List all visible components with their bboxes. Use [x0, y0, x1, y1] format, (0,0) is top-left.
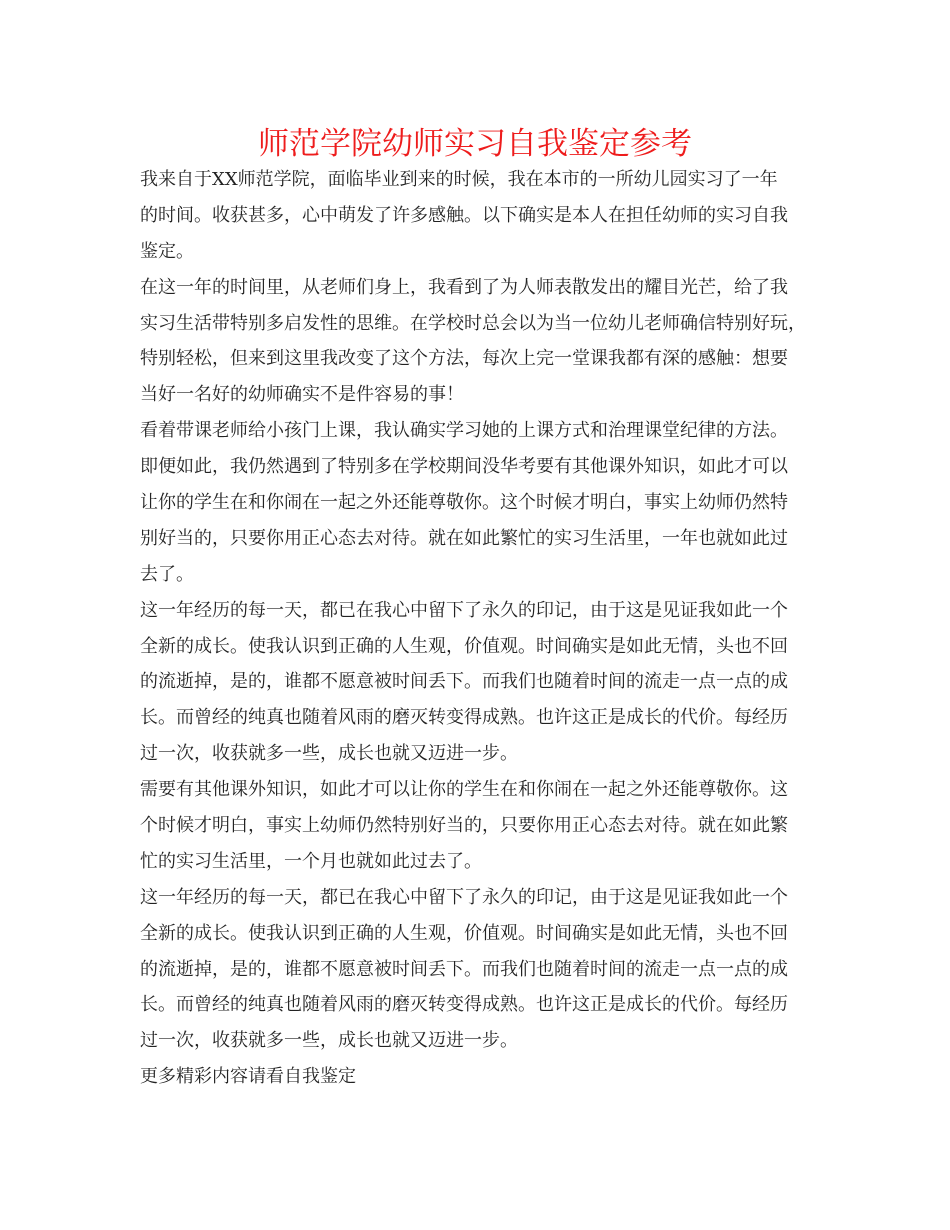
text-line: 长。而曾经的纯真也随着风雨的磨灭转变得成熟。也许这正是成长的代价。每经历 — [140, 994, 788, 1016]
text-line: 的流逝掉，是的，谁都不愿意被时间丢下。而我们也随着时间的流走一点一点的成 — [140, 671, 788, 693]
paragraph-intro — [140, 162, 810, 270]
text-line: 忙的实习生活里，一个月也就如此过去了。 — [140, 850, 482, 872]
paragraph-classroom-experience — [140, 413, 810, 592]
text-line: 全新的成长。使我认识到正确的人生观，价值观。时间确实是如此无情，头也不回 — [140, 922, 788, 944]
text-line: 特别轻松，但来到这里我改变了这个方法，每次上完一堂课我都有深的感触：想要 — [140, 348, 788, 370]
text-line: 个时候才明白，事实上幼师仍然特别好当的，只要你用正心态去对待。就在如此繁 — [140, 815, 788, 837]
text-line: 让你的学生在和你闹在一起之外还能尊敬你。这个时候才明白，事实上幼师仍然特 — [140, 492, 788, 514]
text-line: 在这一年的时间里，从老师们身上，我看到了为人师表散发出的耀目光芒，给了我 — [140, 276, 788, 298]
paragraph-extra-knowledge — [140, 772, 810, 880]
paragraph-more-content — [140, 1059, 810, 1095]
text-line: 当好一名好的幼师确实不是件容易的事！ — [140, 384, 464, 406]
text-line: 过一次，收获就多一些，成长也就又迈进一步。 — [140, 743, 518, 765]
text-line: 这一年经历的每一天，都已在我心中留下了永久的印记，由于这是见证我如此一个 — [140, 886, 788, 908]
text-line: 别好当的，只要你用正心态去对待。就在如此繁忙的实习生活里，一年也就如此过 — [140, 527, 788, 549]
text-line: 的流逝掉，是的，谁都不愿意被时间丢下。而我们也随着时间的流走一点一点的成 — [140, 958, 788, 980]
text-line: 需要有其他课外知识，如此才可以让你的学生在和你闹在一起之外还能尊敬你。这 — [140, 779, 788, 801]
text-line: 更多精彩内容请看自我鉴定 — [140, 1066, 356, 1088]
text-line: 这一年经历的每一天，都已在我心中留下了永久的印记，由于这是见证我如此一个 — [140, 599, 788, 621]
text-line: 去了。 — [140, 563, 194, 585]
document-body — [140, 162, 810, 1095]
paragraph-growth-reflection-repeat — [140, 880, 810, 1059]
paragraph-growth-reflection — [140, 593, 810, 772]
text-line: 看着带课老师给小孩门上课，我认确实学习她的上课方式和治理课堂纪律的方法。 — [140, 420, 788, 442]
text-line: 全新的成长。使我认识到正确的人生观，价值观。时间确实是如此无情，头也不回 — [140, 635, 788, 657]
paragraph-learning-from-teachers — [140, 270, 810, 414]
text-line: 鉴定。 — [140, 240, 194, 262]
text-line: 我来自于XX师范学院，面临毕业到来的时候，我在本市的一所幼儿园实习了一年 — [140, 169, 778, 190]
text-line: 的时间。收获甚多，心中萌发了许多感触。以下确实是本人在担任幼师的实习自我 — [140, 204, 788, 226]
text-line: 实习生活带特别多启发性的思维。在学校时总会以为当一位幼儿老师确信特别好玩， — [140, 312, 806, 334]
text-line: 过一次，收获就多一些，成长也就又迈进一步。 — [140, 1030, 518, 1052]
document-title: 师范学院幼师实习自我鉴定参考 — [258, 126, 692, 162]
text-line: 长。而曾经的纯真也随着风雨的磨灭转变得成熟。也许这正是成长的代价。每经历 — [140, 707, 788, 729]
text-line: 即便如此，我仍然遇到了特别多在学校期间没华考要有其他课外知识，如此才可以 — [140, 456, 788, 478]
